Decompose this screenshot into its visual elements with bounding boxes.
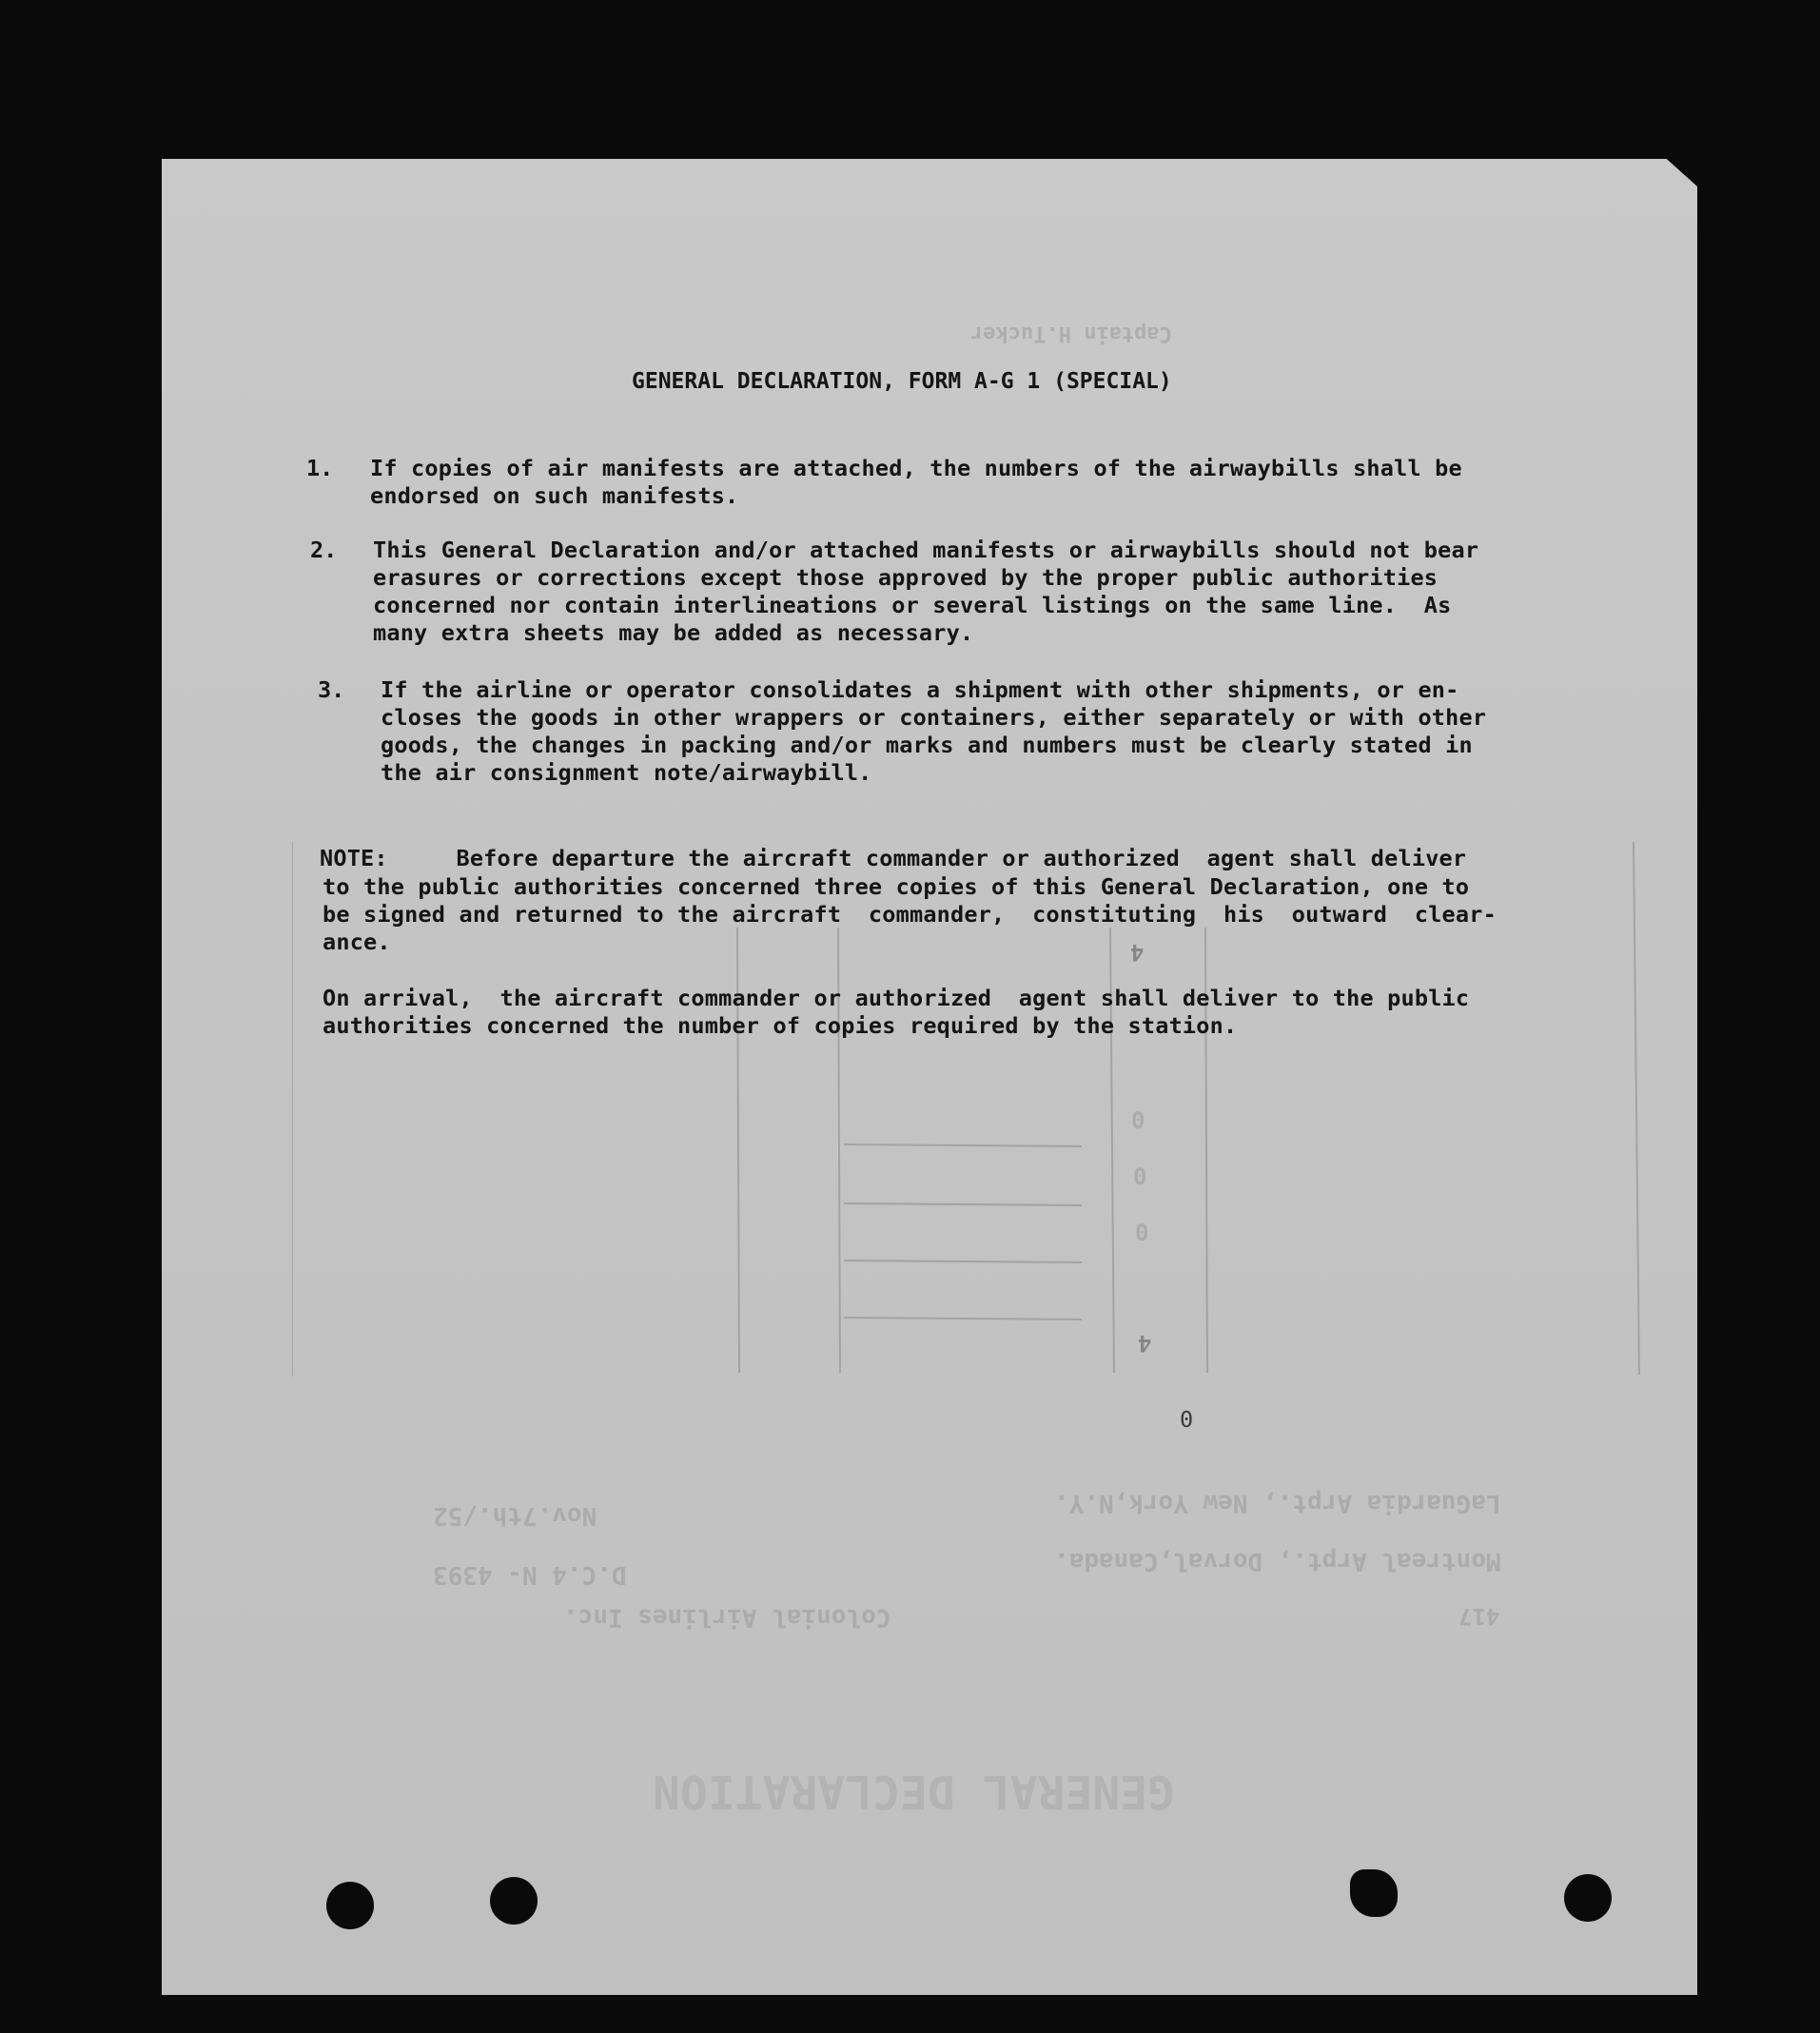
instruction-3-line: the air consignment note/airwaybill. [381,759,872,786]
bleed-flight: 417 [1458,1603,1500,1630]
bleed-destination: LaGuardia Arpt., New York,N.Y. [1054,1489,1501,1517]
instruction-3-line: If the airline or operator consolidates a shipment with other shipments, or en- [381,676,1459,703]
bleed-dash: 4 [1130,939,1145,966]
instruction-3-line: goods, the changes in packing and/or marks and numbers must be clearly stated in [381,732,1473,758]
instruction-1-line: endorsed on such manifests. [370,482,739,509]
arrival-line: On arrival, the aircraft commander or authorized agent shall deliver to the public [323,985,1470,1011]
bleed-origin: Montreal Arpt., Dorval,Canada. [1054,1547,1501,1575]
instruction-2-line: This General Declaration and/or attached manifests or airwaybills should not bear [373,537,1479,563]
instruction-3-line: closes the goods in other wrappers or containers, either separately or with other [381,704,1487,731]
punch-hole [326,1882,374,1929]
document-title: GENERAL DECLARATION, FORM A-G 1 (SPECIAL) [632,369,1172,394]
bleed-aircraft: D.C.4 N- 4393 [433,1560,627,1589]
bleed-airline: Colonial Airlines Inc. [563,1603,891,1632]
bleed-date: Nov.7th./52 [433,1501,597,1530]
document-sheet [162,159,1697,1995]
note-line: ance. [323,929,391,955]
punch-hole [1350,1869,1398,1917]
bleed-captain: Captain H.Tucker [970,322,1172,345]
bleed-zero: 0 [1135,1220,1149,1246]
item-number: 3. [318,676,345,703]
note-line: to the public authorities concerned three copies of this General Declaration, one to [323,873,1470,900]
bleed-header: GENERAL DECLARATION [653,1765,1176,1818]
instruction-2-line: concerned nor contain interlineations or several listings on the same line. As [373,592,1452,618]
bleed-zero: 0 [1133,1163,1147,1190]
note-line: be signed and returned to the aircraft commander, constituting his outward clear- [323,901,1497,928]
bleed-dash: 4 [1138,1330,1152,1357]
item-number: 2. [310,537,338,563]
instruction-1-line: If copies of air manifests are attached, the numbers of the airwaybills shall be [370,455,1462,481]
item-number: 1. [306,455,334,481]
punch-hole [1564,1874,1612,1922]
punch-hole [490,1877,538,1925]
bleed-zero-dark: 0 [1180,1406,1194,1433]
instruction-2-line: many extra sheets may be added as necessary. [373,619,974,646]
note-line: NOTE: Before departure the aircraft commander or authorized agent shall deliver [320,845,1467,871]
arrival-line: authorities concerned the number of copies required by the station. [323,1012,1238,1039]
instruction-2-line: erasures or corrections except those approved by the proper public authorities [373,564,1438,591]
bleed-zero: 0 [1131,1107,1145,1134]
